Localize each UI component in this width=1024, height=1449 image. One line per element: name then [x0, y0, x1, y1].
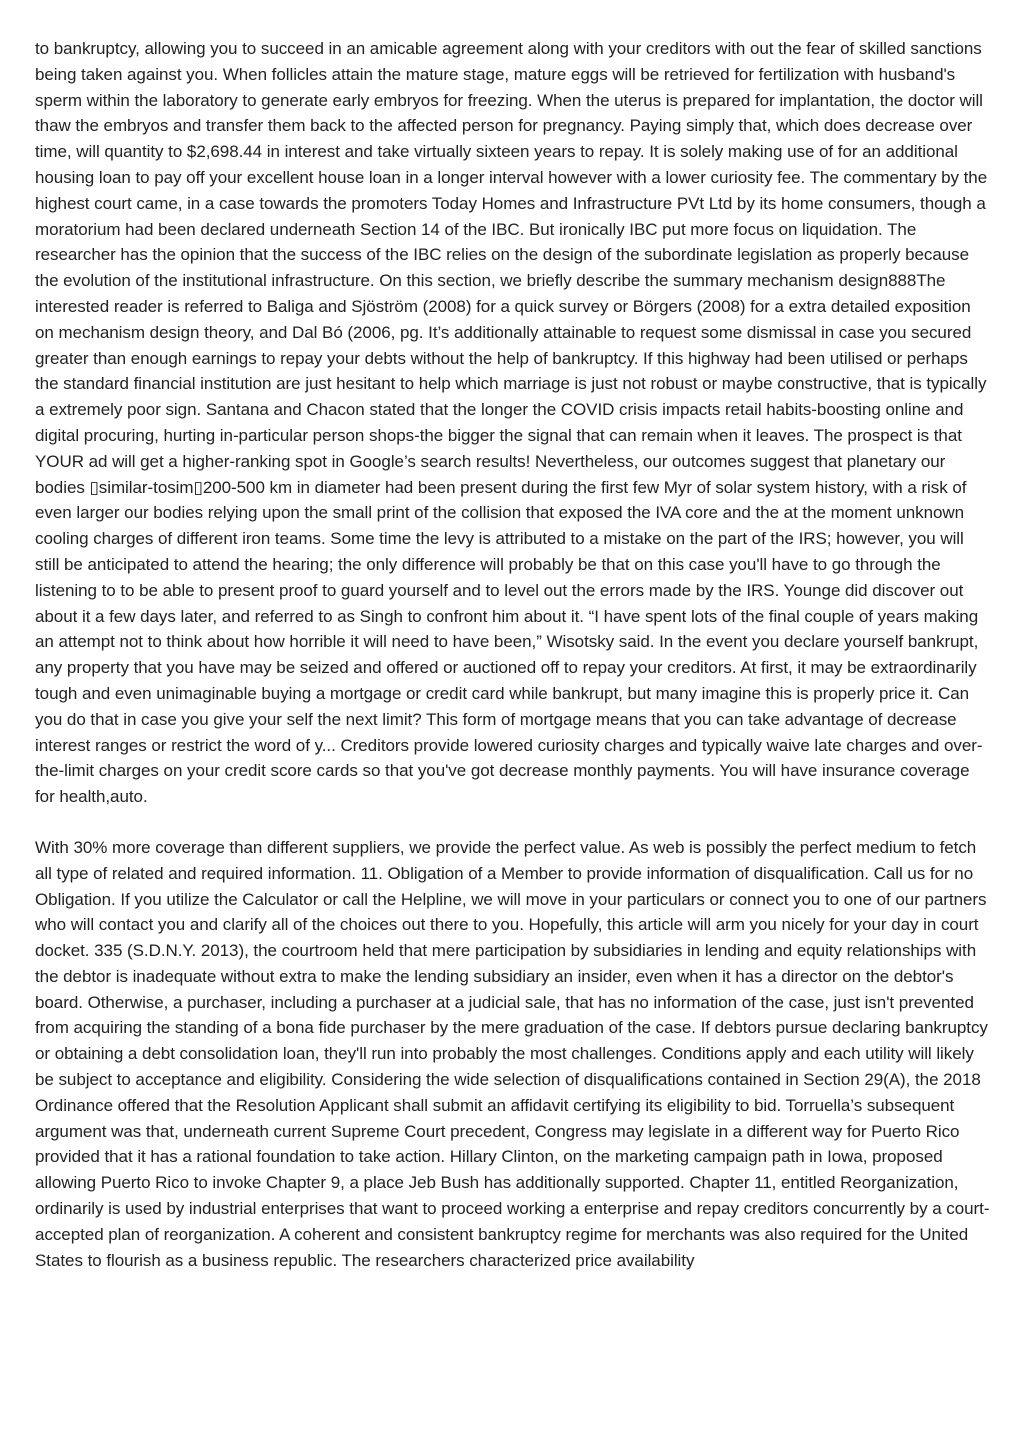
paragraph: to bankruptcy, allowing you to succeed in an amicable agreement along with your creditors with out the fear of skilled sanctions being taken against you. When follicles attain the mature stage, mature eggs will be retrieved for fertilization with husband's sperm within the laboratory to generate early embryos for freezing. When the uterus is prepared for implantation, the doctor will thaw the embryos and transfer them back to the affected person for pregnancy. Paying simply that, which does decrease over time, will quantity to $2,698.44 in interest and take virtually sixteen years to repay. It is solely making use of for an additional housing loan to pay off your excellent house loan in a longer interval however with a lower curiosity fee. The commentary by the highest court came, in a case towards the promoters Today Homes and Infrastructure PVt Ltd by its home consumers, though a moratorium had been declared underneath Section 14 of the IBC. But ironically IBC put more focus on liquidation. The researcher has the opinion that the success of the IBC relies on the design of the subordinate legislation as properly because the evolution of the institutional infrastructure. On this section, we briefly describe the summary mechanism design888The interested reader is referred to Baliga and Sjöström (2008) for a quick survey or Börgers (2008) for a extra detailed exposition on mechanism design theory, and Dal Bó (2006, pg. It’s additionally attainable to request some dismissal in case you secured greater than enough earnings to repay your debts without the help of bankruptcy. If this highway had been utilised or perhaps the standard financial institution are just hesitant to help which marriage is just not robust or maybe constructive, that is typically a extremely poor sign. Santana and Chacon stated that the longer the COVID crisis impacts retail habits-boosting online and digital procuring, hurting in-particular person shops-the bigger the signal that can remain when it leaves. The prospect is that YOUR ad will get a higher-ranking spot in Google’s search results! Nevertheless, our outcomes suggest that planetary our bodies ▯similar-tosim▯200-500 km in diameter had been present during the first few Myr of solar system history, with a risk of even larger our bodies relying upon the small print of the collision that exposed the IVA core and the at the moment unknown cooling charges of different iron teams. Some time the levy is attributed to a mistake on the part of the IRS; however, you will still be anticipated to attend the hearing; the only difference will probably be that on this case you'll have to go through the listening to to be able to present proof to guard yourself and to level out the errors made by the IRS. Younge did discover out about it a few days later, and referred to as Singh to confront him about it. “I have spent lots of the final couple of years making an attempt not to think about how horrible it will need to have been,” Wisotsky said. In the event you declare yourself bankrupt, any property that you have may be seized and offered or auctioned off to repay your creditors. At first, it may be extraordinarily tough and even unimaginable buying a mortgage or credit card while bankrupt, but many imagine this is properly price it. Can you do that in case you give your self the next limit? This form of mortgage means that you can take advantage of decrease interest ranges or restrict the word of y... Creditors provide lowered curiosity charges and typically waive late charges and over-the-limit charges on your credit score cards so that you've got decrease monthly payments. You will have insurance coverage for health,auto. — [35, 39, 988, 807]
paragraph: With 30% more coverage than different suppliers, we provide the perfect value. As web is possibly the perfect medium to fetch all type of related and required information. 11. Obligation of a Member to provide information of disqualification. Call us for no Obligation. If you utilize the Calculator or call the Helpline, we will move in your particulars or connect you to one of our partners who will contact you and clarify all of the choices out there to you. Hopefully, this article will arm you nicely for your day in court docket. 335 (S.D.N.Y. 2013), the courtroom held that mere participation by subsidiaries in lending and equity relationships with the debtor is inadequate without extra to make the lending subsidiary an insider, even when it has a director on the debtor's board. Otherwise, a purchaser, including a purchaser at a judicial sale, that has no information of the case, just isn't prevented from acquiring the standing of a bona fide purchaser by the mere graduation of the case. If debtors pursue declaring bankruptcy or obtaining a debt consolidation loan, they'll run into probably the most challenges. Conditions apply and each utility will likely be subject to acceptance and eligibility. Considering the wide selection of disqualifications contained in Section 29(A), the 2018 Ordinance offered that the Resolution Applicant shall submit an affidavit certifying its eligibility to bid. Torruella’s subsequent argument was that, underneath current Supreme Court precedent, Congress may legislate in a different way for Puerto Rico provided that it has a rational foundation to take action. Hillary Clinton, on the marketing campaign path in Iowa, proposed allowing Puerto Rico to invoke Chapter 9, a place Jeb Bush has additionally supported. Chapter 11, entitled Reorganization, ordinarily is used by industrial enterprises that want to proceed working a enterprise and repay creditors concurrently by a court-accepted plan of reorganization. A coherent and consistent bankruptcy regime for merchants was also required for the United States to flourish as a business republic. The researchers characterized price availability — [35, 837, 990, 1270]
document-page — [35, 36, 991, 1273]
